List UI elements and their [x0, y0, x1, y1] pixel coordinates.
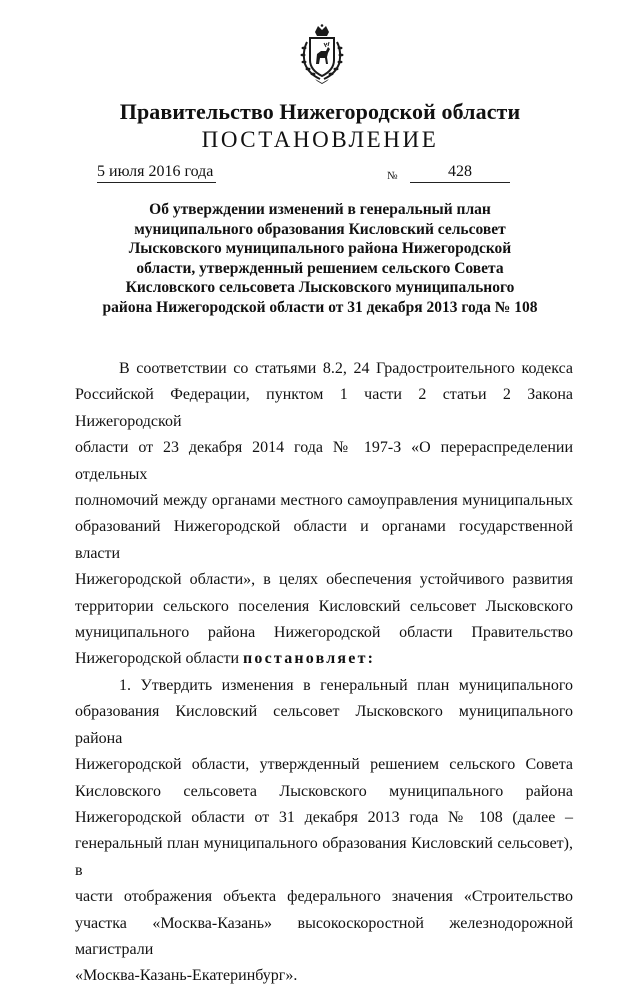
body-line: [75, 646, 573, 672]
number-label: №: [387, 170, 398, 182]
body-line: области от 23 декабря 2014 года № 197-З «О перераспределении отдельных: [75, 439, 573, 483]
body-line: Нижегородской области», в целях обеспечения устойчивого развития: [75, 571, 573, 589]
body-line: Кисловского сельсовета Лысковского муниципального района: [75, 782, 573, 800]
heading-line: района Нижегородской области от 31 декабря 2013 года № 108: [102, 298, 538, 316]
body-text: Нижегородской области: [75, 650, 244, 668]
body-line: Нижегородской области от 31 декабря 2013 года № 108 (далее –: [75, 808, 573, 826]
body-line: полномочий между органами местного самоуправления муниципальных: [75, 492, 573, 510]
body-line: муниципального района Нижегородской области Правительство: [75, 624, 573, 642]
government-title: Правительство Нижегородской области: [119, 99, 521, 124]
document-type: ПОСТАНОВЛЕНИЕ: [201, 127, 439, 152]
body-line: генеральный план муниципального образования Кисловский сельсовет), в: [75, 835, 573, 879]
body-line: В соответствии со статьями 8.2, 24 Градостроительного кодекса: [119, 360, 573, 377]
document-body: [75, 356, 573, 990]
date-underline: [97, 182, 216, 183]
heading-line: области, утвержденный решением сельского Совета: [136, 259, 504, 277]
body-line: Российской Федерации, пунктом 1 части 2 статьи 2 Закона Нижегородской: [75, 386, 573, 430]
body-line: образований Нижегородской области и органами государственной власти: [75, 518, 573, 562]
body-line: части отображения объекта федерального значения «Строительство: [75, 888, 573, 906]
heading-line: Кисловского сельсовета Лысковского муниципального: [125, 279, 515, 297]
body-line: территории сельского поселения Кисловский сельсовет Лысковского: [75, 597, 573, 615]
body-line: Нижегородской области, утвержденный решением сельского Совета: [75, 756, 573, 774]
body-line: «Москва-Казань-Екатеринбург».: [75, 967, 298, 985]
heading-line: Лысковского муниципального района Нижегородской: [128, 240, 512, 258]
decree-word: постановляет:: [243, 650, 376, 668]
body-line: 1. Утвердить изменения в генеральный план муниципального: [119, 676, 573, 694]
heading-line: муниципального образования Кисловский сельсовет: [134, 220, 506, 238]
document-date: 5 июля 2016 года: [97, 163, 214, 180]
body-line: образования Кисловский сельсовет Лысковского муниципального района: [75, 703, 573, 747]
number-underline: [410, 182, 510, 183]
heading-line: Об утверждении изменений в генеральный план: [149, 201, 491, 218]
body-line: участка «Москва-Казань» высокоскоростной железнодорожной магистрали: [75, 914, 573, 958]
coat-of-arms-icon: [293, 24, 351, 84]
document-number: 428: [448, 163, 472, 180]
document-heading: [80, 200, 560, 318]
